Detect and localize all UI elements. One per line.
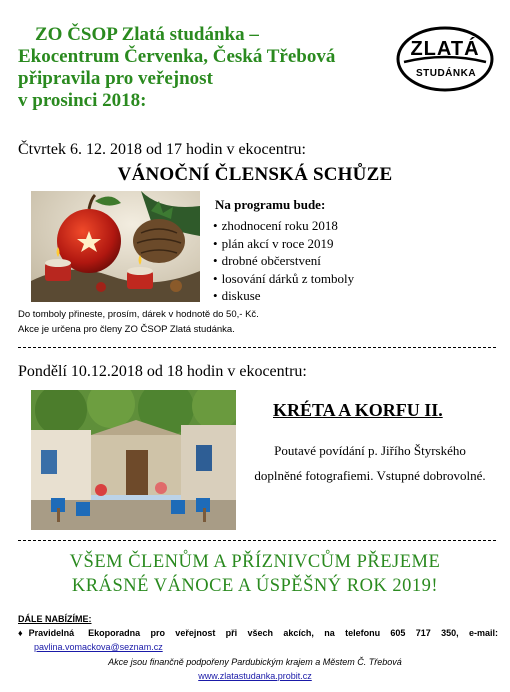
event1-title: VÁNOČNÍ ČLENSKÁ SCHŮZE (117, 164, 393, 185)
program-item: • drobné občerstvení (213, 252, 354, 270)
event2-description: Poutavé povídání p. Jiřího Štyrského doplněné fotografiemi. Vstupné dobrovolné. (254, 443, 486, 483)
sponsor-note: Akce jsou finančně podpořeny Pardubickým krajem a Městem Č. Třebová (108, 657, 402, 667)
program-item: • plán akcí v roce 2019 (213, 235, 354, 253)
program-heading: Na programu bude: (215, 197, 326, 212)
event2-title: KRÉTA A KORFU II. (273, 400, 443, 420)
zlata-studanka-logo (396, 26, 494, 92)
greek-street-image (31, 390, 236, 530)
logo-top-text: ZLATÁ (410, 38, 480, 60)
bullet-icon: ♦ (18, 628, 23, 638)
header-title (18, 24, 335, 112)
website-link[interactable]: www.zlatastudanka.probit.cz (198, 671, 312, 681)
divider (18, 540, 496, 541)
footer-offer-label: Pravidelná (28, 628, 75, 638)
event1-when: Čtvrtek 6. 12. 2018 od 17 hodin v ekocentru: (18, 141, 306, 158)
divider (18, 347, 496, 348)
program-list (213, 217, 354, 305)
footer-offer-item (18, 628, 498, 638)
program-item: • diskuse (213, 287, 354, 305)
header-title-line: ZO ČSOP Zlatá studánka – (35, 24, 259, 45)
program-item: • zhodnocení roku 2018 (213, 217, 354, 235)
footer-heading: DÁLE NABÍZÍME: (18, 614, 92, 624)
members-note: Akce je určena pro členy ZO ČSOP Zlatá studánka. (18, 324, 235, 335)
header-title-line: Ekocentrum Červenka, Česká Třebová (18, 46, 336, 67)
greeting-line-1: VŠEM ČLENŮM A PŘÍZNIVCŮM PŘEJEME (69, 552, 441, 572)
header-title-line: připravila pro veřejnost (18, 68, 213, 89)
footer-offer-text: Ekoporadna pro veřejnost při všech akcích, na telefonu 605 717 350, e-mail: (88, 628, 498, 638)
program-item: • losování dárků z tomboly (213, 270, 354, 288)
logo-bottom-text: STUDÁNKA (415, 68, 477, 79)
email-link[interactable]: pavlina.vomackova@seznam.cz (34, 642, 163, 652)
header-title-line: v prosinci 2018: (18, 90, 147, 111)
event2-when: Pondělí 10.12.2018 od 18 hodin v ekocentru: (18, 363, 307, 380)
christmas-apple-image (31, 191, 200, 302)
greeting-line-2: KRÁSNÉ VÁNOCE A ÚSPĚŠNÝ ROK 2019! (71, 576, 439, 596)
tombola-note: Do tomboly přineste, prosím, dárek v hodnotě do 50,- Kč. (18, 309, 259, 320)
